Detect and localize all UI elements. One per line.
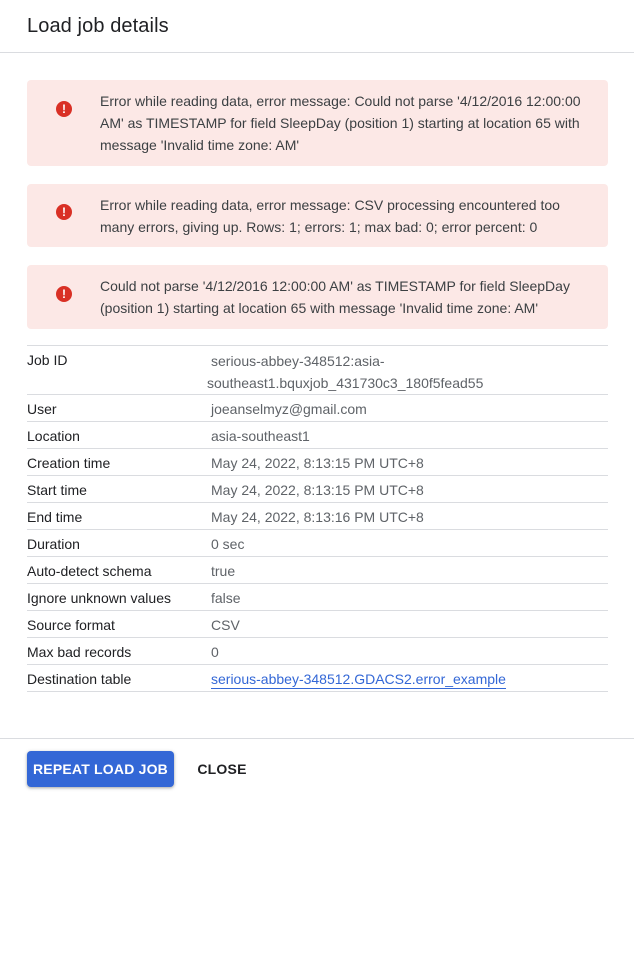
detail-label: Max bad records xyxy=(27,644,132,660)
detail-label: Duration xyxy=(27,536,80,552)
detail-value: CSV xyxy=(211,617,240,633)
error-message-box xyxy=(27,265,608,329)
detail-value-job-id xyxy=(207,346,608,395)
close-button[interactable]: CLOSE xyxy=(189,751,255,787)
error-message-box xyxy=(27,184,608,247)
error-message-text: Error while reading data, error message: CSV processing encountered too many errors, giving up. Rows: 1; errors: 1; max bad: 0; error percent: 0 xyxy=(100,197,560,235)
detail-row-end-time xyxy=(27,503,608,530)
detail-value: joeanselmyz@gmail.com xyxy=(211,401,367,417)
detail-label: Ignore unknown values xyxy=(27,590,171,606)
detail-row-start-time xyxy=(27,476,608,503)
detail-value: 0 sec xyxy=(211,536,245,552)
error-message-text: Error while reading data, error message: Could not parse '4/12/2016 12:00:00 AM' as TIMESTAMP for field SleepDay (position 1) starting at location 65 with message 'Invalid time zone: AM' xyxy=(100,93,581,153)
destination-table-link[interactable]: serious-abbey-348512.GDACS2.error_example xyxy=(211,671,506,687)
detail-value: true xyxy=(211,563,236,579)
job-details-table xyxy=(27,345,608,692)
detail-row-user xyxy=(27,395,608,422)
job-id-line-1: serious-abbey-348512:asia- xyxy=(211,353,385,369)
error-icon: ! xyxy=(56,286,72,302)
error-icon: ! xyxy=(56,101,72,117)
detail-row-ignore-unknown xyxy=(27,584,608,611)
detail-label: User xyxy=(27,401,57,417)
detail-value: 0 xyxy=(211,644,219,660)
detail-value: asia-southeast1 xyxy=(211,428,310,444)
detail-value: false xyxy=(211,590,241,606)
dialog-footer xyxy=(0,738,634,777)
dialog-header xyxy=(0,0,634,53)
detail-row-destination-table xyxy=(27,665,608,692)
detail-value: May 24, 2022, 8:13:15 PM UTC+8 xyxy=(211,482,424,498)
detail-row-creation-time xyxy=(27,449,608,476)
detail-label: Destination table xyxy=(27,671,132,687)
detail-row-max-bad-records xyxy=(27,638,608,665)
job-id-line-2: southeast1.bquxjob_431730c3_180f5fead55 xyxy=(207,375,484,391)
detail-row-duration xyxy=(27,530,608,557)
detail-label: Job ID xyxy=(27,352,68,368)
detail-row-job-id xyxy=(27,346,608,395)
detail-value: May 24, 2022, 8:13:15 PM UTC+8 xyxy=(211,455,424,471)
detail-row-source-format xyxy=(27,611,608,638)
detail-label: End time xyxy=(27,509,83,525)
error-icon: ! xyxy=(56,204,72,220)
repeat-load-job-button[interactable]: REPEAT LOAD JOB xyxy=(27,751,174,787)
detail-label: Start time xyxy=(27,482,87,498)
detail-value: May 24, 2022, 8:13:16 PM UTC+8 xyxy=(211,509,424,525)
error-message-box xyxy=(27,80,608,166)
detail-label: Source format xyxy=(27,617,115,633)
dialog-title: Load job details xyxy=(27,15,169,37)
detail-label: Auto-detect schema xyxy=(27,563,152,579)
detail-row-auto-detect-schema xyxy=(27,557,608,584)
detail-label: Creation time xyxy=(27,455,111,471)
detail-value-destination xyxy=(207,665,608,692)
detail-row-location xyxy=(27,422,608,449)
error-message-text: Could not parse '4/12/2016 12:00:00 AM' as TIMESTAMP for field SleepDay (position 1) starting at location 65 with message 'Invalid time zone: AM' xyxy=(100,278,570,316)
dialog-content xyxy=(27,80,608,692)
detail-label: Location xyxy=(27,428,80,444)
